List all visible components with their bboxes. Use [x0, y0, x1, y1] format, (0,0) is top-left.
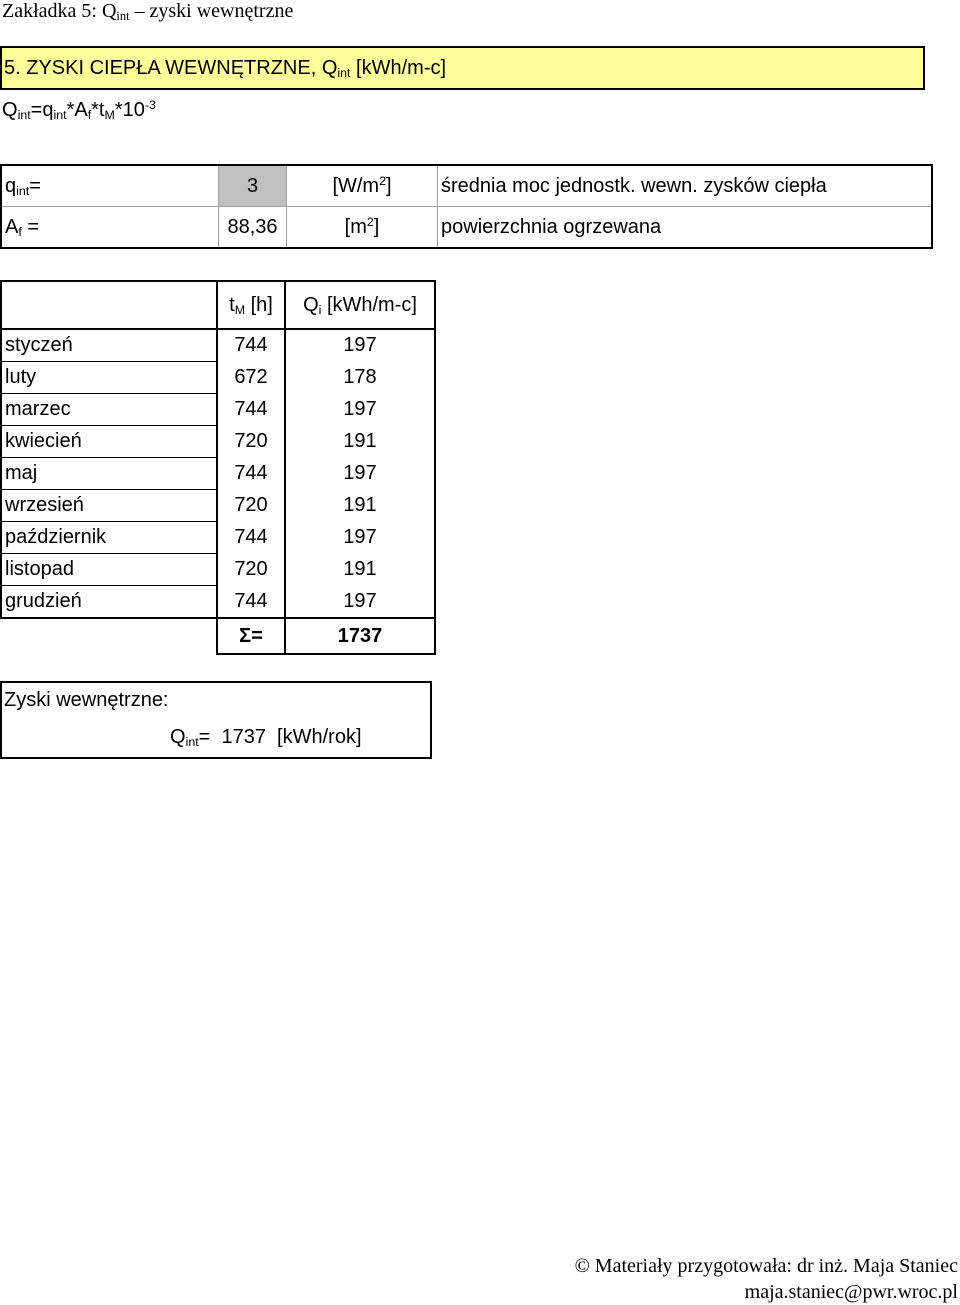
sum-blank [1, 618, 217, 654]
formula-a-sub: f [87, 108, 92, 123]
formula-q2-sub: int [53, 108, 67, 123]
footer-author: © Materiały przygotowała: dr inż. Maja Staniec [574, 1255, 958, 1277]
param-desc: powierzchnia ogrzewana [441, 215, 662, 238]
param-row-qint [1, 165, 932, 207]
footer-email[interactable]: maja.staniec@pwr.wroc.pl [744, 1281, 958, 1303]
param-unit-cell [287, 165, 438, 207]
month-gain[interactable]: 191 [285, 426, 435, 458]
month-gain[interactable]: 197 [285, 522, 435, 554]
param-desc-cell [438, 207, 933, 249]
table-row [1, 362, 435, 394]
month-hours[interactable]: 744 [217, 586, 285, 619]
month-name: marzec [1, 394, 217, 426]
param-unit-sup: 2 [379, 173, 386, 188]
param-unit-end: ] [386, 174, 392, 197]
month-name: wrzesień [1, 490, 217, 522]
table-row [1, 329, 435, 362]
month-name: luty [1, 362, 217, 394]
formula-a: *A [66, 99, 88, 121]
section-header [0, 46, 925, 90]
month-hours[interactable]: 744 [217, 522, 285, 554]
param-eq: = [29, 174, 41, 197]
param-symbol-sub: int [16, 183, 30, 198]
sum-label: Σ= [217, 618, 285, 654]
months-header-row [1, 281, 435, 329]
formula-q: Q [2, 99, 18, 121]
months-header-t [217, 281, 285, 329]
formula-q-sub: int [17, 108, 31, 123]
header-t-unit: [h] [245, 293, 273, 316]
table-row [1, 490, 435, 522]
param-symbol-sub: f [18, 224, 22, 239]
params-table [0, 164, 933, 249]
month-name: październik [1, 522, 217, 554]
param-eq: = [21, 215, 40, 238]
month-hours[interactable]: 720 [217, 426, 285, 458]
formula-eq: =q [30, 99, 54, 121]
month-name: listopad [1, 554, 217, 586]
param-symbol: q [5, 174, 17, 197]
param-row-af [1, 207, 932, 249]
formula-t: *t [91, 99, 105, 121]
param-desc: średnia moc jednostk. wewn. zysków ciepła [441, 174, 827, 197]
table-row [1, 586, 435, 619]
table-row [1, 394, 435, 426]
table-row [1, 554, 435, 586]
summary-sym: Q [170, 726, 186, 748]
month-hours[interactable]: 720 [217, 490, 285, 522]
section-header-sub: int [337, 66, 351, 81]
month-name: kwiecień [1, 426, 217, 458]
month-name: grudzień [1, 586, 217, 619]
month-hours[interactable]: 672 [217, 362, 285, 394]
month-gain[interactable]: 191 [285, 490, 435, 522]
footer [575, 1253, 958, 1305]
months-header-blank [1, 281, 217, 329]
page-title-suffix: – zyski wewnętrzne [129, 0, 294, 22]
month-name: maj [1, 458, 217, 490]
months-table [0, 280, 436, 655]
table-row [1, 426, 435, 458]
param-desc-cell [438, 165, 933, 207]
param-unit-end: ] [373, 215, 380, 238]
formula-pow: *10 [114, 99, 145, 121]
summary-eq: = 1737 [kWh/rok] [198, 726, 362, 748]
param-value-cell[interactable] [219, 207, 287, 249]
page-title-text: Zakładka 5: Q [2, 0, 117, 22]
summary-sym-sub: int [185, 735, 199, 750]
table-row [1, 522, 435, 554]
month-hours[interactable]: 720 [217, 554, 285, 586]
month-gain[interactable]: 197 [285, 329, 435, 362]
header-t-sub: M [234, 302, 246, 317]
page-title [2, 0, 293, 23]
param-value: 88,36 [227, 215, 278, 238]
param-symbol-cell [1, 165, 219, 207]
month-hours[interactable]: 744 [217, 394, 285, 426]
header-q-sub: i [318, 302, 322, 317]
summary-label: Zyski wewnętrzne: [4, 689, 169, 711]
month-hours[interactable]: 744 [217, 458, 285, 490]
param-value-cell[interactable] [219, 165, 287, 207]
month-gain[interactable]: 197 [285, 394, 435, 426]
formula [2, 99, 156, 122]
param-symbol-cell [1, 207, 219, 249]
summary-formula [170, 726, 362, 749]
param-unit-sup: 2 [366, 214, 374, 229]
month-gain[interactable]: 197 [285, 458, 435, 490]
param-symbol: A [5, 215, 19, 238]
month-gain[interactable]: 191 [285, 554, 435, 586]
header-q-unit: [kWh/m-c] [321, 293, 417, 316]
formula-pow-sup: -3 [144, 98, 156, 113]
formula-t-sub: M [104, 108, 115, 123]
month-gain[interactable]: 197 [285, 586, 435, 619]
month-hours[interactable]: 744 [217, 329, 285, 362]
summary-box [0, 681, 432, 759]
param-unit: [m [344, 215, 367, 238]
header-t: t [229, 293, 235, 316]
table-row [1, 458, 435, 490]
month-gain[interactable]: 178 [285, 362, 435, 394]
section-header-suffix: [kWh/m-c] [350, 57, 447, 79]
param-unit: [W/m [332, 174, 380, 197]
sum-row [1, 618, 435, 654]
page-title-sub: int [116, 9, 130, 24]
section-header-text: 5. ZYSKI CIEPŁA WEWNĘTRZNE, Q [4, 57, 338, 79]
month-name: styczeń [1, 329, 217, 362]
param-value: 3 [246, 174, 259, 197]
months-header-q [285, 281, 435, 329]
param-unit-cell [287, 207, 438, 249]
header-q: Q [303, 293, 319, 316]
sum-value[interactable]: 1737 [285, 618, 435, 654]
